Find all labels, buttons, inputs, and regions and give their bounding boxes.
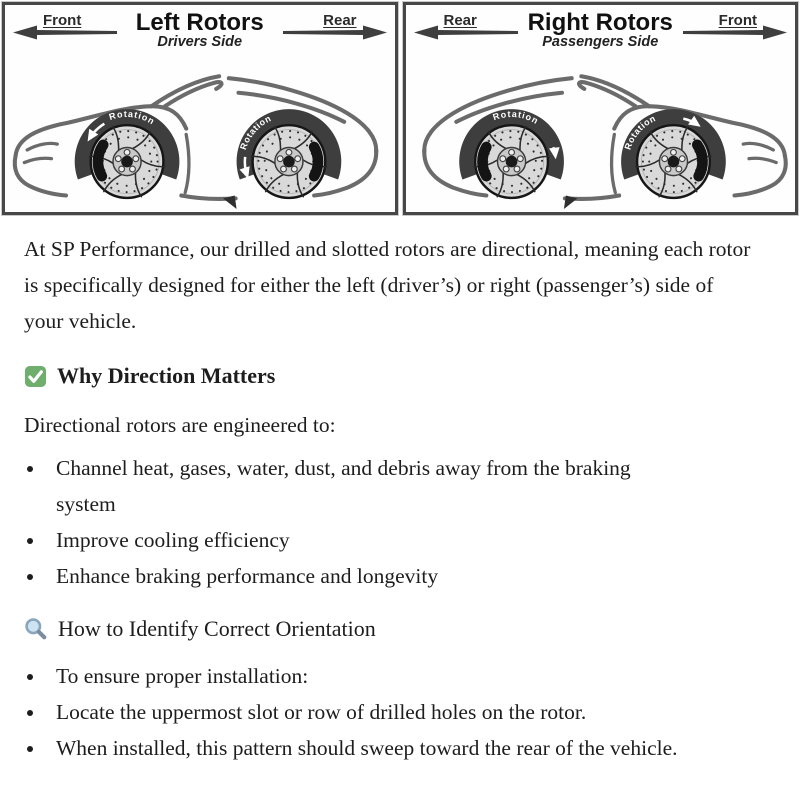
panel-title: Left Rotors [135, 9, 264, 36]
section-title: How to Identify Correct Orientation [58, 616, 376, 641]
rotation-arc-label: Rotation [622, 113, 657, 152]
list-item: • Channel heat, gases, water, dust, and debris away from the braking system [46, 450, 691, 522]
arrow-right-icon [683, 25, 787, 40]
engineered-lead: Directional rotors are engineered to: [24, 413, 336, 437]
rotation-arc-label: Rotation [107, 108, 157, 127]
list-item: • Locate the uppermost slot or row of drilled holes on the rotor. [46, 694, 752, 730]
rear-direction-label: Rear [283, 12, 387, 40]
article-body [0, 215, 800, 766]
car-illustration-right [406, 53, 796, 211]
section-heading-identify-orientation [24, 614, 754, 644]
list-item: • Enhance braking performance and longevity [46, 558, 691, 594]
arrow-left-icon [414, 25, 518, 40]
right-rotors-panel [403, 2, 799, 215]
list-item: • Improve cooling efficiency [46, 522, 691, 558]
right-panel-header [406, 5, 796, 53]
rotation-arc-label: Rotation [238, 113, 273, 152]
rear-direction-label: Rear [414, 12, 518, 40]
car-illustration-left [5, 53, 395, 211]
orientation-list [24, 658, 754, 766]
arrow-right-icon [283, 25, 387, 40]
section-title: Why Direction Matters [57, 363, 276, 388]
panel-subtitle: Drivers Side [157, 34, 243, 51]
front-direction-label: Front [13, 12, 117, 40]
left-rotors-panel [2, 2, 398, 215]
section-heading-why-direction-matters [24, 361, 754, 391]
list-item: • To ensure proper installation: [46, 658, 752, 694]
rotor-direction-diagram [0, 0, 800, 215]
magnifying-glass-icon [24, 617, 48, 641]
list-item: • When installed, this pattern should sweep toward the rear of the vehicle. [46, 730, 752, 766]
arrow-left-icon [13, 25, 117, 40]
front-direction-label: Front [683, 12, 787, 40]
panel-title: Right Rotors [527, 9, 673, 36]
benefits-list [24, 450, 754, 594]
rotation-arc-label: Rotation [491, 108, 541, 127]
panel-subtitle: Passengers Side [542, 34, 659, 51]
check-mark-icon [24, 365, 47, 388]
left-panel-header [5, 5, 395, 53]
intro-paragraph: At SP Performance, our drilled and slotted rotors are directional, meaning each rotor is specifically designed for either the left (driver’s) or right (passenger’s) side of your vehicle. [24, 237, 751, 333]
